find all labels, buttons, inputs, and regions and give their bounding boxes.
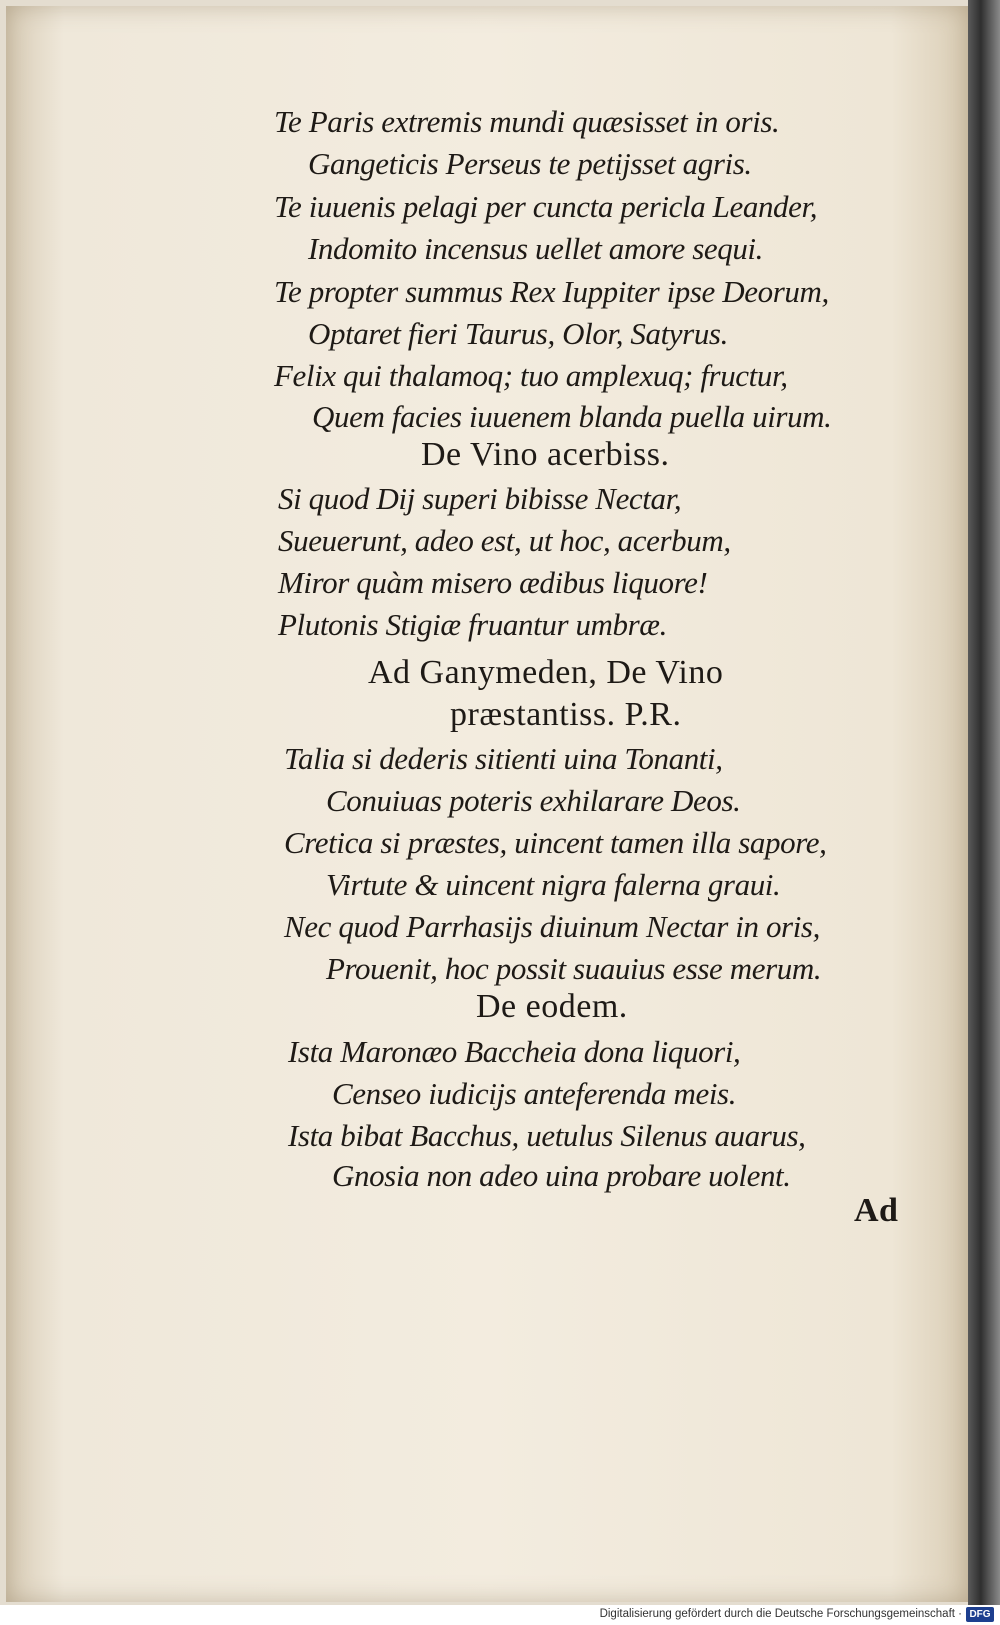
- catchword: Ad: [854, 1192, 899, 1229]
- verse-line: Plutonis Stigiæ fruantur umbræ.: [278, 607, 667, 642]
- verse-line: Gnosia non adeo uina probare uolent.: [332, 1158, 791, 1193]
- verse-line: Prouenit, hoc possit suauius esse merum.: [326, 951, 822, 986]
- verse-line: Optaret fieri Taurus, Olor, Satyrus.: [308, 316, 728, 351]
- section-heading: De Vino acerbiss.: [421, 436, 670, 473]
- dfg-logo: DFG: [966, 1607, 994, 1622]
- verse-line: Nec quod Parrhasijs diuinum Nectar in oris,: [284, 909, 820, 944]
- verse-line: Ista Maronæo Baccheia dona liquori,: [288, 1034, 741, 1069]
- footer-bar: [0, 1605, 1000, 1625]
- verse-line: Sueuerunt, adeo est, ut hoc, acerbum,: [278, 523, 731, 558]
- section-heading: præstantiss. P.R.: [450, 696, 682, 733]
- verse-line: Felix qui thalamoq; tuo amplexuq; fructur,: [274, 358, 788, 393]
- verse-line: Te Paris extremis mundi quæsisset in oris.: [274, 104, 780, 139]
- verse-line: Conuiuas poteris exhilarare Deos.: [326, 783, 741, 818]
- verse-line: Te propter summus Rex Iuppiter ipse Deorum,: [274, 274, 829, 309]
- verse-line: Censeo iudicijs anteferenda meis.: [332, 1076, 737, 1111]
- book-edge: [968, 0, 1000, 1605]
- verse-line: Cretica si præstes, uincent tamen illa sapore,: [284, 825, 827, 860]
- verse-line: Si quod Dij superi bibisse Nectar,: [278, 481, 682, 516]
- verse-line: Virtute & uincent nigra falerna graui.: [326, 867, 781, 902]
- verse-line: Ista bibat Bacchus, uetulus Silenus auarus,: [288, 1118, 806, 1153]
- section-heading: De eodem.: [476, 988, 628, 1025]
- verse-line: Te iuuenis pelagi per cuncta pericla Leander,: [274, 189, 818, 224]
- verse-line: Talia si dederis sitienti uina Tonanti,: [284, 741, 723, 776]
- verse-line: Indomito incensus uellet amore sequi.: [308, 231, 763, 266]
- section-heading: Ad Ganymeden, De Vino: [368, 654, 724, 691]
- verse-line: Miror quàm misero ædibus liquore!: [278, 565, 708, 600]
- verse-line: Gangeticis Perseus te petijsset agris.: [308, 146, 752, 181]
- book-page: [6, 6, 970, 1602]
- verse-line: Quem facies iuuenem blanda puella uirum.: [312, 399, 832, 434]
- page-text: [6, 6, 968, 1602]
- funding-credit: Digitalisierung gefördert durch die Deutsche Forschungsgemeinschaft ·: [599, 1608, 962, 1620]
